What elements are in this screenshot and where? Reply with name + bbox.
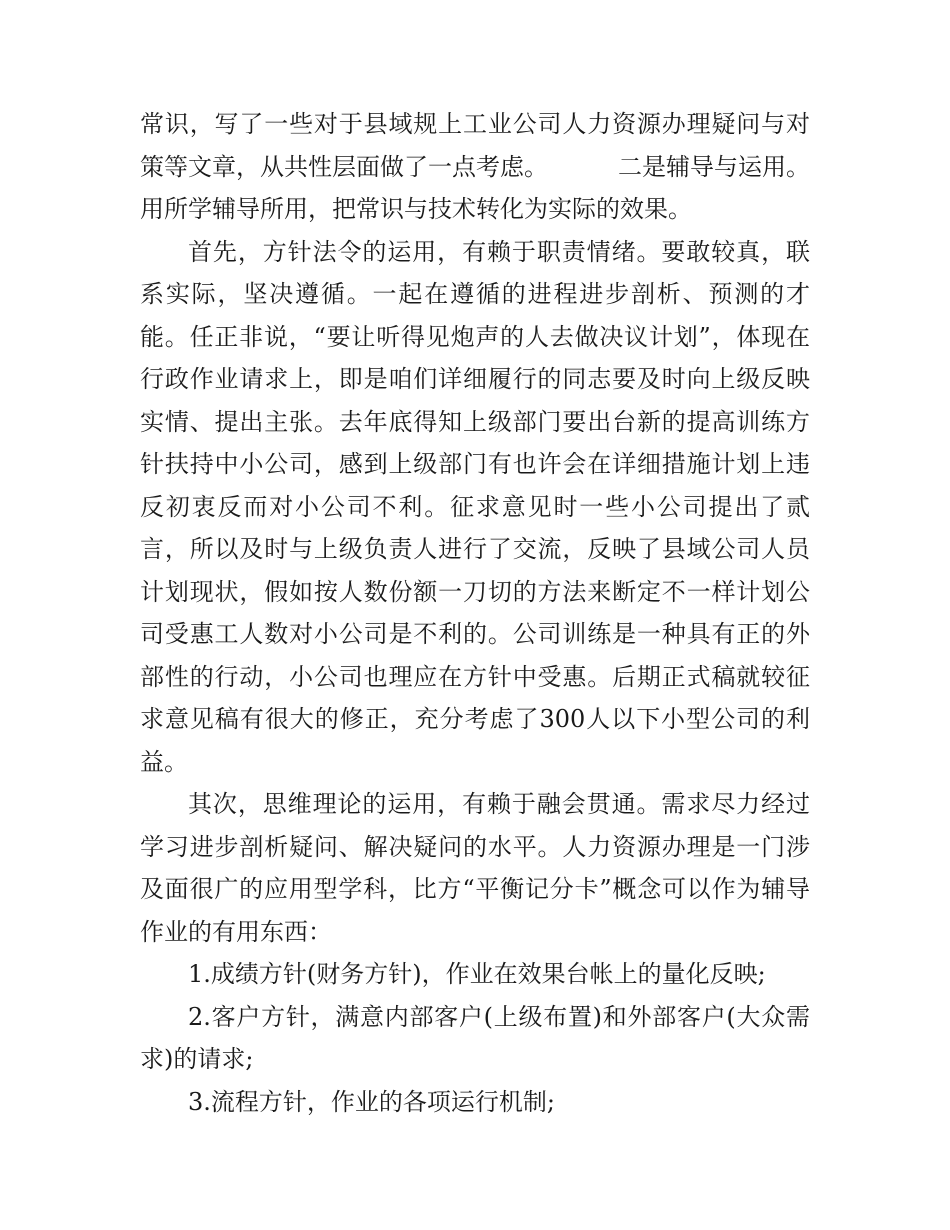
list-item-2: 2.客户方针，满意内部客户(上级布置)和外部客户(大众需求)的请求; xyxy=(140,1002,810,1073)
paragraph-3: 其次，思维理论的运用，有赖于融会贯通。需求尽力经过学习进步剖析疑问、解决疑问的水平。人力资源办理是一门涉及面很广的应用型学科，比方“平衡记分卡”概念可以作为辅导作业的有用东西： xyxy=(140,790,810,946)
paragraph-2: 首先，方针法令的运用，有赖于职责情绪。要敢较真，联系实际，坚决遵循。一起在遵循的进程进步剖析、预测的才能。任正非说，“要让听得见炮声的人去做决议计划”，体现在行政作业请求上，即是咱们详细履行的同志要及时向上级反映实情、提出主张。去年底得知上级部门要出台新的提高训练方针扶持中小公司，感到上级部门有也许会在详细措施计划上违反初衷反而对小公司不利。征求意见时一些小公司提出了贰言，所以及时与上级负责人进行了交流，反映了县域公司人员计划现状，假如按人数份额一刀切的方法来断定不一样计划公司受惠工人数对小公司是不利的。公司训练是一种具有正的外部性的行动，小公司也理应在方针中受惠。后期正式稿就较征求意见稿有很大的修正，充分考虑了300人以下小型公司的利益。 xyxy=(140,237,810,776)
paragraph-1 xyxy=(140,103,810,231)
list-item-1: 1.成绩方针(财务方针)，作业在效果台帐上的量化反映; xyxy=(188,960,766,988)
list-item-3: 3.流程方针，作业的各项运行机制; xyxy=(188,1087,555,1116)
paragraph-1-text-b: 二是辅导与运用。用所学辅导所用，把常识与技术转化为实际的效果。 xyxy=(140,152,810,223)
document-body xyxy=(140,103,810,1123)
paragraph-1-text-a: 常识，写了一些对于县域规上工业公司人力资源办理疑问与对策等文章，从共性层面做了一点考虑。 xyxy=(140,110,810,181)
